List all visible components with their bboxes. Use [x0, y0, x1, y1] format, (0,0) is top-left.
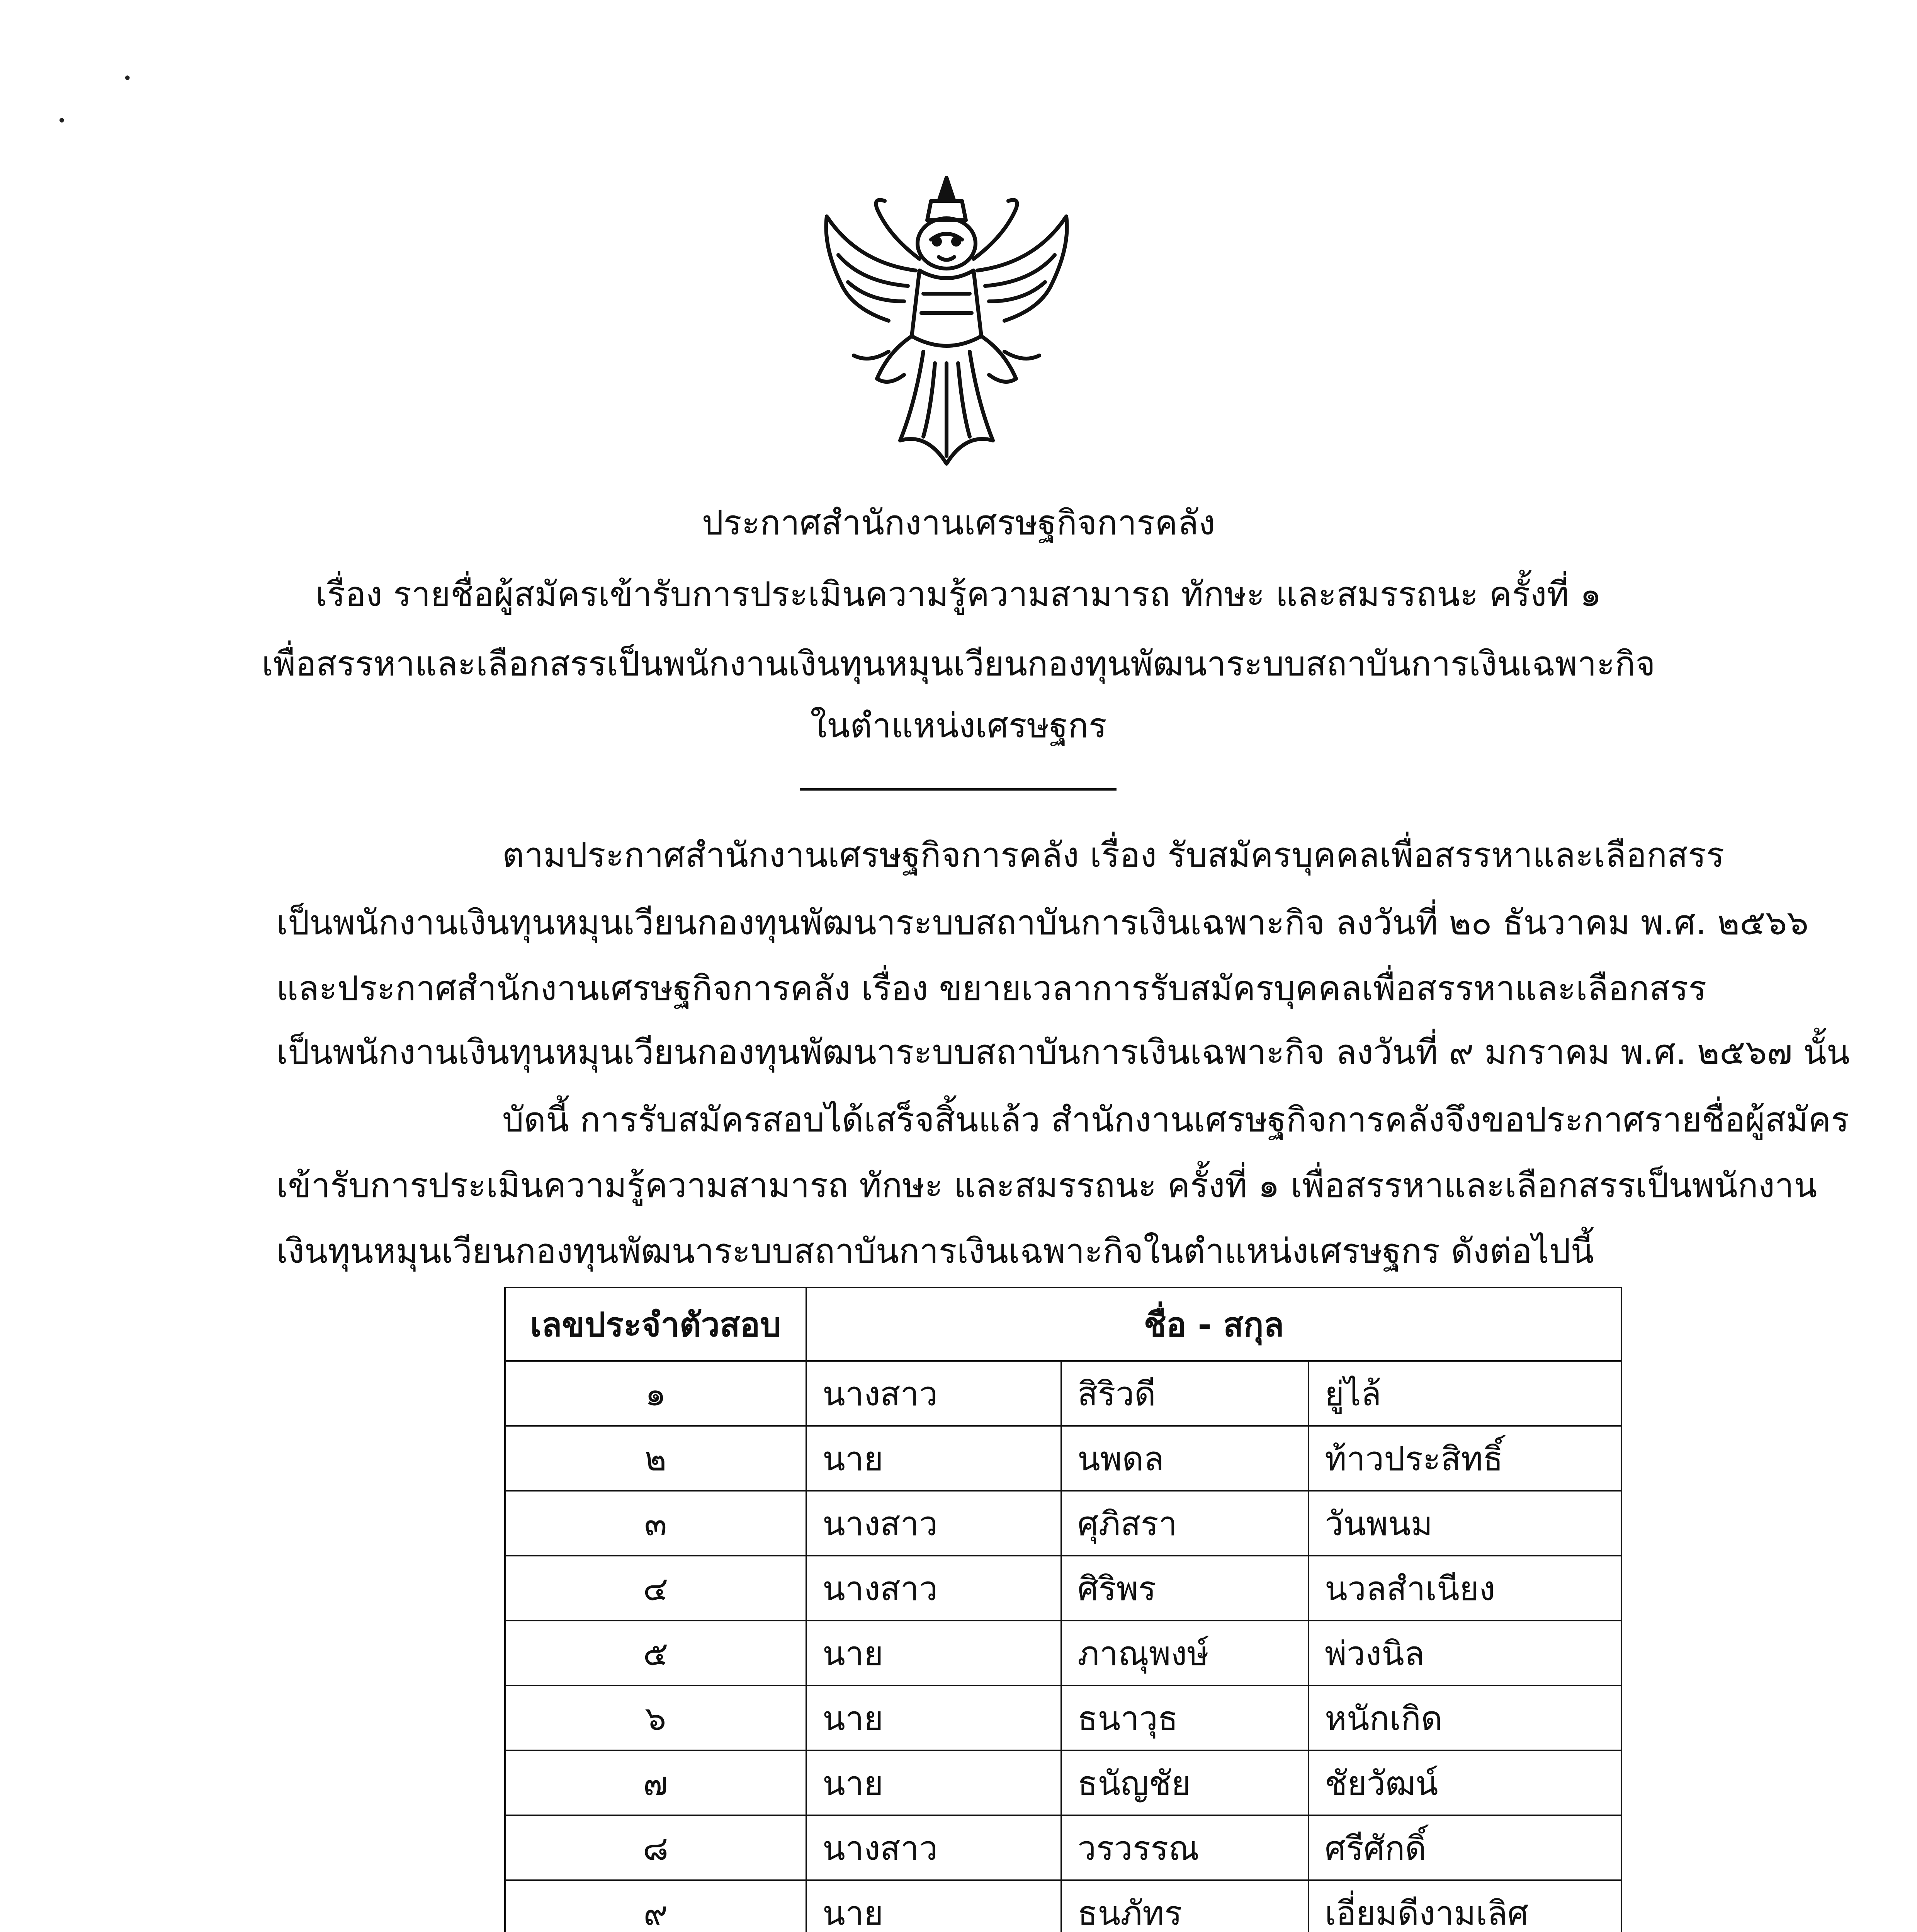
- exam-id-cell: ๘: [505, 1815, 806, 1880]
- header-full-name: ชื่อ - สกุล: [806, 1287, 1621, 1361]
- table-row: [505, 1621, 1621, 1685]
- last-name-cell: ชัยวัฒน์: [1309, 1750, 1621, 1815]
- first-name-cell: ศุภิสรา: [1061, 1491, 1309, 1556]
- scan-mark: •: [57, 112, 66, 130]
- exam-id-cell: ๗: [505, 1750, 806, 1815]
- table-header-row: [505, 1287, 1621, 1361]
- title-cell: นางสาว: [806, 1556, 1061, 1621]
- title-cell: นาย: [806, 1621, 1061, 1685]
- exam-id-cell: ๖: [505, 1685, 806, 1750]
- exam-id-cell: ๕: [505, 1621, 806, 1685]
- table-row: [505, 1815, 1621, 1880]
- first-name-cell: ธนาวุธ: [1061, 1685, 1309, 1750]
- first-name-cell: ภาณุพงษ์: [1061, 1621, 1309, 1685]
- last-name-cell: นวลสำเนียง: [1309, 1556, 1621, 1621]
- last-name-cell: ยู่ไล้: [1309, 1361, 1621, 1426]
- first-name-cell: สิริวดี: [1061, 1361, 1309, 1426]
- exam-id-cell: ๓: [505, 1491, 806, 1556]
- header-divider: [800, 788, 1117, 791]
- last-name-cell: ศรีศักดิ์: [1309, 1815, 1621, 1880]
- exam-id-cell: ๔: [505, 1556, 806, 1621]
- paragraph-2-line-1: บัดนี้ การรับสมัครสอบได้เสร็จสิ้นแล้ว สำนักงานเศรษฐกิจการคลังจึงขอประกาศรายชื่อผู้สมัคร: [502, 1100, 1849, 1139]
- candidate-table: [504, 1287, 1622, 1932]
- paragraph-1-line-4: เป็นพนักงานเงินทุนหมุนเวียนกองทุนพัฒนาระบบสถาบันการเงินเฉพาะกิจ ลงวันที่ ๙ มกราคม พ.ศ. ๒๕๖๗ นั้น: [276, 1032, 1850, 1072]
- title-cell: นาย: [806, 1880, 1061, 1932]
- title-cell: นาย: [806, 1426, 1061, 1491]
- paragraph-1-line-2: เป็นพนักงานเงินทุนหมุนเวียนกองทุนพัฒนาระบบสถาบันการเงินเฉพาะกิจ ลงวันที่ ๒๐ ธันวาคม พ.ศ. ๒๕๖๖: [276, 903, 1809, 942]
- scan-mark: •: [123, 70, 132, 87]
- first-name-cell: ศิริพร: [1061, 1556, 1309, 1621]
- paragraph-1-line-1: ตามประกาศสำนักงานเศรษฐกิจการคลัง เรื่อง รับสมัครบุคคลเพื่อสรรหาและเลือกสรร: [502, 835, 1725, 875]
- first-name-cell: ธนภัทร: [1061, 1880, 1309, 1932]
- title-cell: นางสาว: [806, 1815, 1061, 1880]
- last-name-cell: เอี่ยมดีงามเลิศ: [1309, 1880, 1621, 1932]
- first-name-cell: วรวรรณ: [1061, 1815, 1309, 1880]
- paragraph-2-line-2: เข้ารับการประเมินความรู้ความสามารถ ทักษะ และสมรรถนะ ครั้งที่ ๑ เพื่อสรรหาและเลือกสรรเป็นพนักงาน: [276, 1165, 1817, 1205]
- paragraph-2-line-3: เงินทุนหมุนเวียนกองทุนพัฒนาระบบสถาบันการเงินเฉพาะกิจในตำแหน่งเศรษฐกร ดังต่อไปนี้: [276, 1231, 1594, 1271]
- exam-id-cell: ๑: [505, 1361, 806, 1426]
- last-name-cell: หนักเกิด: [1309, 1685, 1621, 1750]
- garuda-emblem: [811, 170, 1082, 471]
- subject-line-2: เพื่อสรรหาและเลือกสรรเป็นพนักงานเงินทุนหมุนเวียนกองทุนพัฒนาระบบสถาบันการเงินเฉพาะกิจ: [262, 644, 1655, 684]
- first-name-cell: นพดล: [1061, 1426, 1309, 1491]
- subject-line-1: เรื่อง รายชื่อผู้สมัครเข้ารับการประเมินความรู้ความสามารถ ทักษะ และสมรรถนะ ครั้งที่ ๑: [315, 574, 1602, 614]
- table-row: [505, 1426, 1621, 1491]
- table-row: [505, 1491, 1621, 1556]
- table-row: [505, 1685, 1621, 1750]
- exam-id-cell: ๒: [505, 1426, 806, 1491]
- last-name-cell: ท้าวประสิทธิ์: [1309, 1426, 1621, 1491]
- title-cell: นางสาว: [806, 1361, 1061, 1426]
- title-cell: นาย: [806, 1750, 1061, 1815]
- last-name-cell: พ่วงนิล: [1309, 1621, 1621, 1685]
- title-cell: นางสาว: [806, 1491, 1061, 1556]
- paragraph-1-line-3: และประกาศสำนักงานเศรษฐกิจการคลัง เรื่อง ขยายเวลาการรับสมัครบุคคลเพื่อสรรหาและเลือกสรร: [276, 968, 1707, 1008]
- first-name-cell: ธนัญชัย: [1061, 1750, 1309, 1815]
- table-row: [505, 1880, 1621, 1932]
- table-row: [505, 1361, 1621, 1426]
- announcement-title: ประกาศสำนักงานเศรษฐกิจการคลัง: [702, 503, 1215, 543]
- last-name-cell: วันพนม: [1309, 1491, 1621, 1556]
- exam-id-cell: ๙: [505, 1880, 806, 1932]
- header-exam-id: เลขประจำตัวสอบ: [505, 1287, 806, 1361]
- table-row: [505, 1750, 1621, 1815]
- subject-line-3: ในตำแหน่งเศรษฐกร: [810, 706, 1107, 745]
- title-cell: นาย: [806, 1685, 1061, 1750]
- table-row: [505, 1556, 1621, 1621]
